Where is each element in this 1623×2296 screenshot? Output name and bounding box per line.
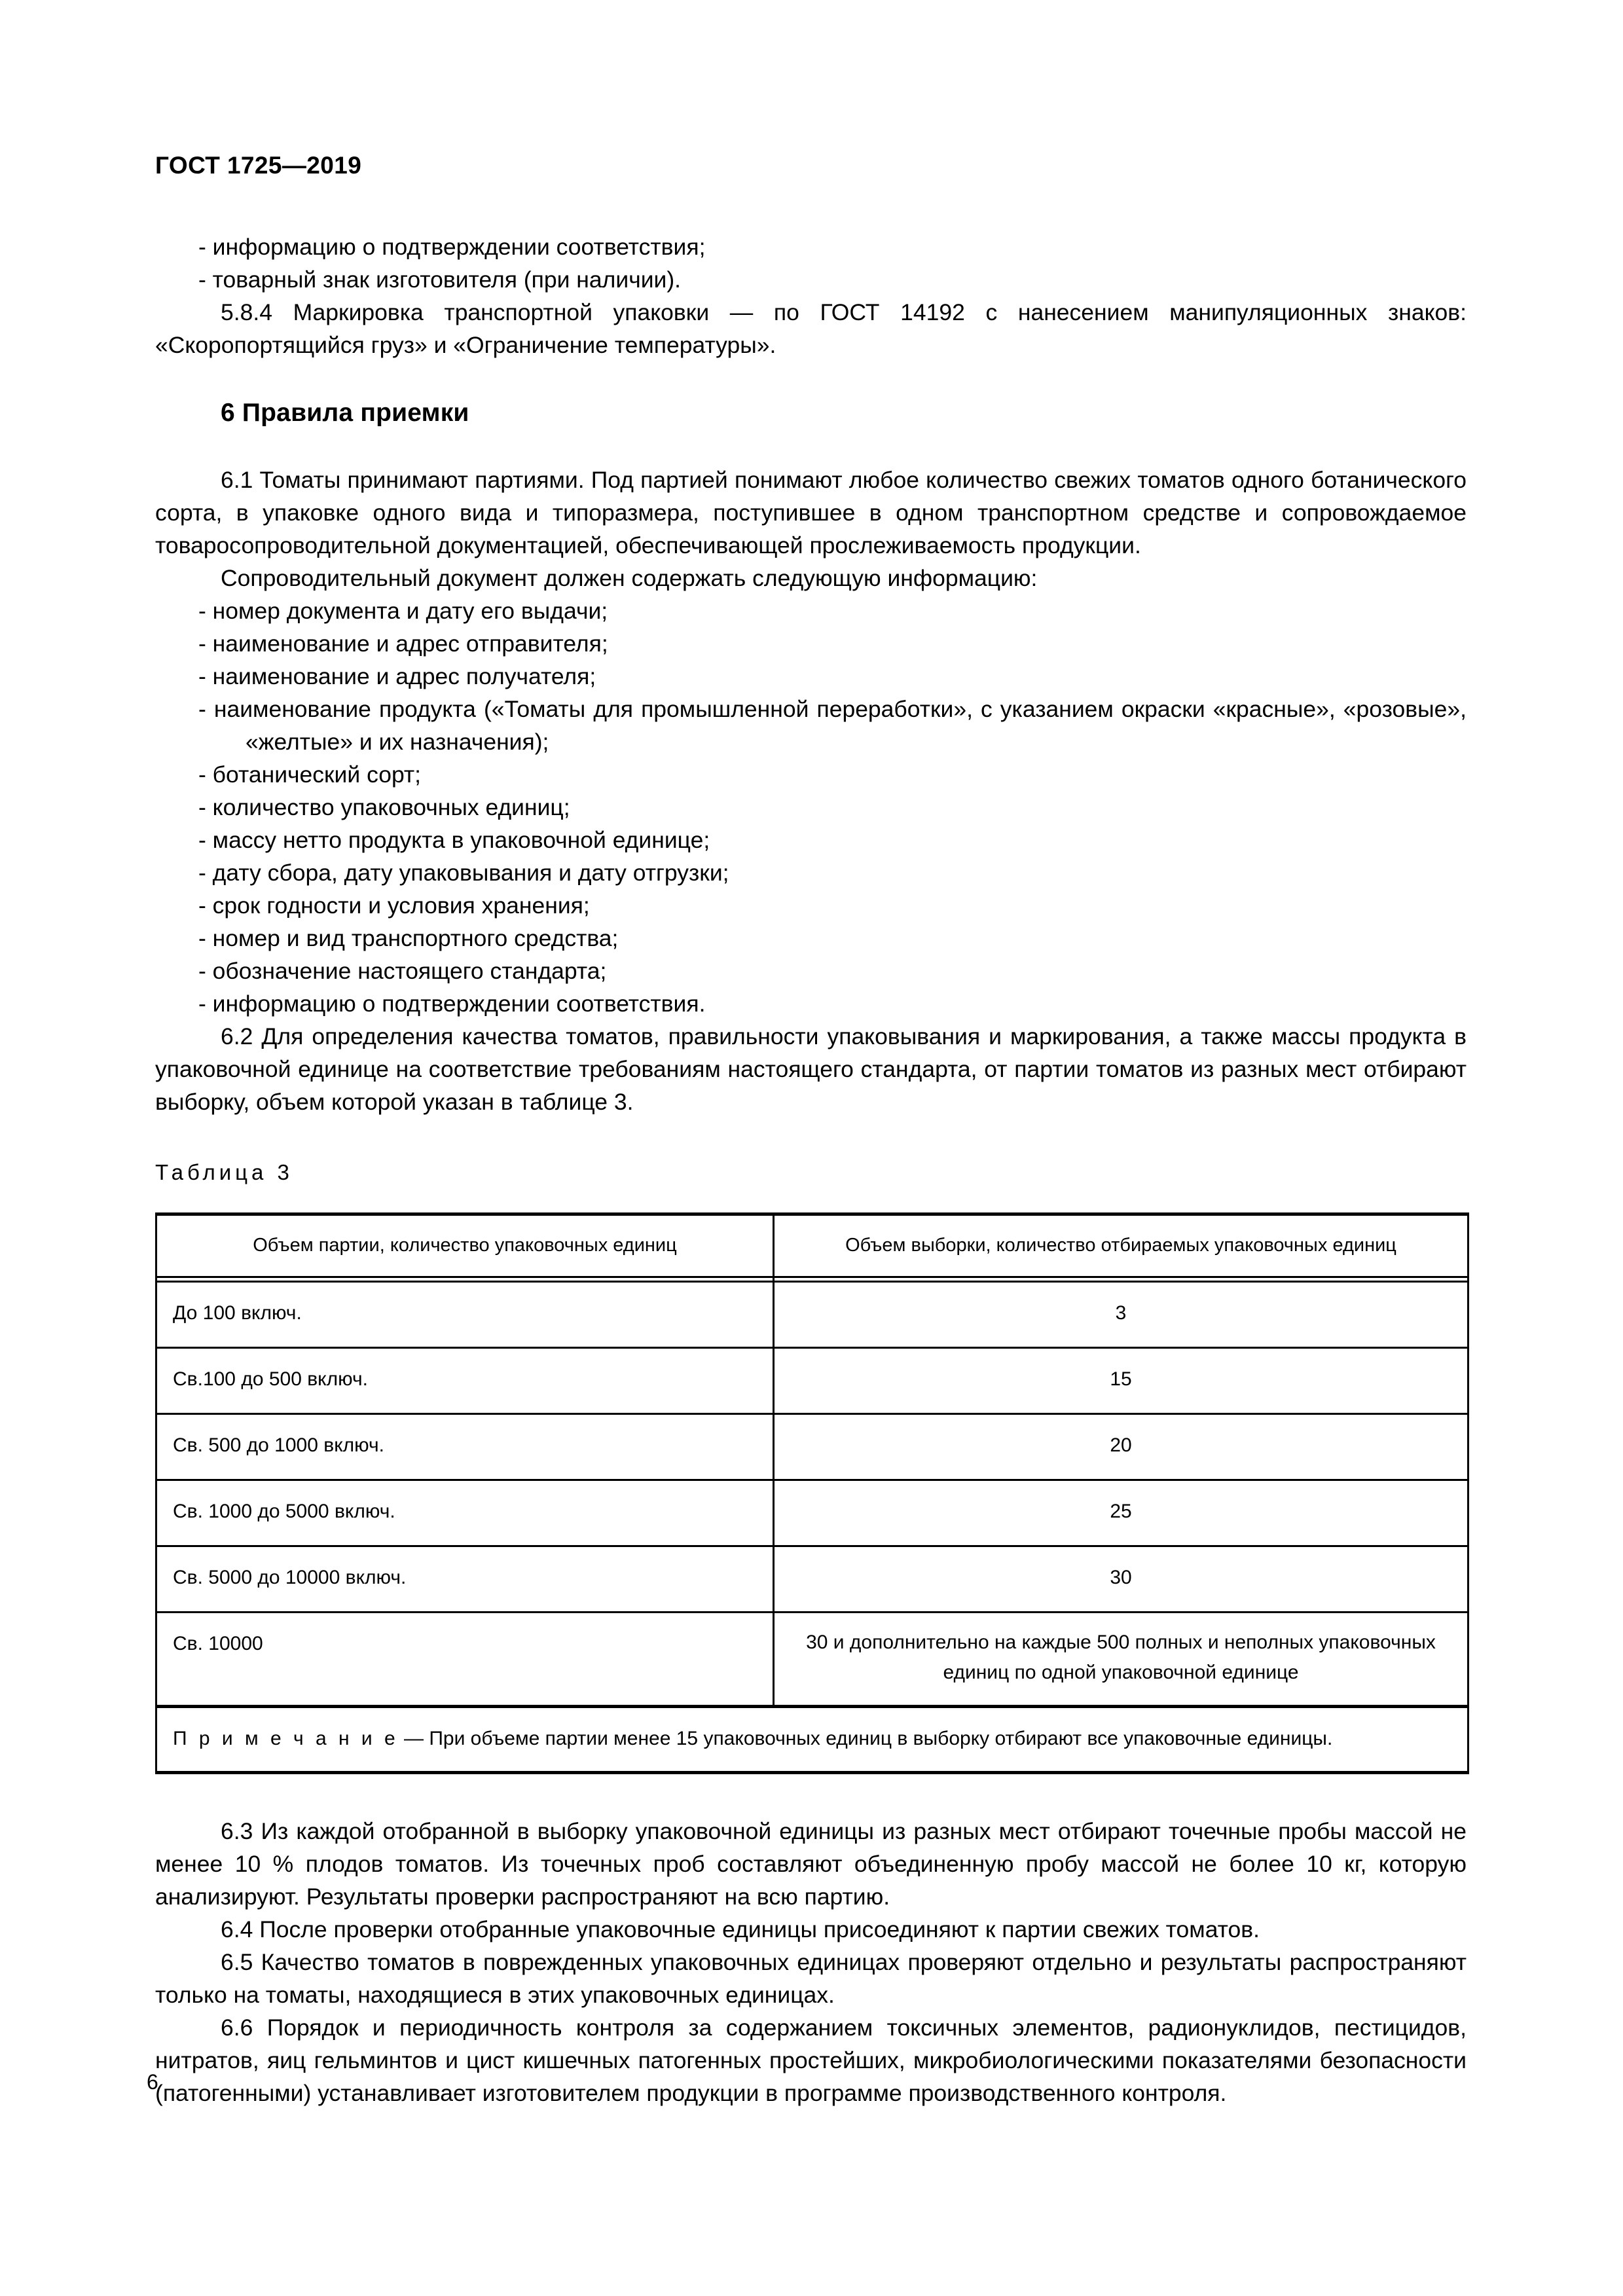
list-item: - товарный знак изготовителя (при наличии). bbox=[198, 266, 682, 293]
table-row bbox=[156, 1282, 1468, 1348]
table-spacer-bottom bbox=[155, 1774, 1467, 1815]
heading-spacer-top bbox=[155, 361, 1467, 397]
table-cell-batch-volume: Св.100 до 500 включ. bbox=[156, 1348, 774, 1414]
table-cell-batch-volume: Св. 10000 bbox=[156, 1613, 774, 1707]
list-item: - наименование и адрес отправителя; bbox=[198, 630, 608, 657]
table-row bbox=[156, 1348, 1468, 1414]
section-heading-6: 6 Правила приемки bbox=[221, 399, 469, 427]
table-sampling-volume bbox=[155, 1212, 1469, 1774]
table-header-row bbox=[156, 1214, 1468, 1277]
table-note-label: П р и м е ч а н и е bbox=[173, 1728, 399, 1749]
clause-6-5: 6.5 Качество томатов в поврежденных упаковочных единицах проверяют отдельно и результаты распространяют только на томаты, находящиеся в этих упаковочных единицах. bbox=[155, 1949, 1467, 2008]
table-note-text: — При объеме партии менее 15 упаковочных единиц в выборку отбирают все упаковочные единицы. bbox=[398, 1728, 1333, 1749]
clause-6-2: 6.2 Для определения качества томатов, правильности упаковывания и маркирования, а также массы продукта в упаковочной единице на соответствие требованиям настоящего стандарта, от партии томатов из разных мест отбирают выборку, объем которой указан в таблице 3. bbox=[155, 1023, 1467, 1115]
table-cell-sample-volume: 15 bbox=[774, 1348, 1468, 1414]
table-row bbox=[156, 1546, 1468, 1613]
list-item: - информацию о подтверждении соответствия. bbox=[198, 991, 706, 1017]
list-item: - ботанический сорт; bbox=[198, 761, 422, 788]
heading-spacer-bottom bbox=[155, 429, 1467, 464]
clause-5-8-4: 5.8.4 Маркировка транспортной упаковки — по ГОСТ 14192 с нанесением манипуляционных знаков: «Скоропортящийся груз» и «Ограничение температуры». bbox=[155, 299, 1467, 358]
page-body bbox=[155, 230, 1467, 2109]
table-cell-sample-volume: 25 bbox=[774, 1480, 1468, 1546]
table-header-separator bbox=[156, 1277, 1468, 1282]
table-cell-batch-volume: До 100 включ. bbox=[156, 1282, 774, 1348]
table-cell-batch-volume: Св. 500 до 1000 включ. bbox=[156, 1414, 774, 1480]
table-cell-sample-volume: 20 bbox=[774, 1414, 1468, 1480]
table-spacer-top bbox=[155, 1118, 1467, 1156]
list-item: - наименование продукта («Томаты для промышленной переработки», с указанием окраски «красные», «розовые», «желтые» и их назначения); bbox=[198, 696, 1467, 755]
list-item: - обозначение настоящего стандарта; bbox=[198, 958, 607, 984]
table-spacer-caption bbox=[155, 1189, 1467, 1212]
table-header-cell: Объем выборки, количество отбираемых упаковочных единиц bbox=[774, 1214, 1468, 1277]
list-item: - срок годности и условия хранения; bbox=[198, 892, 590, 919]
list-item: - количество упаковочных единиц; bbox=[198, 794, 570, 820]
list-item: - дату сбора, дату упаковывания и дату отгрузки; bbox=[198, 860, 729, 886]
clause-6-3: 6.3 Из каждой отобранной в выборку упаковочной единицы из разных мест отбирают точечные пробы массой не менее 10 % плодов томатов. Из точечных проб составляют объединенную пробу массой не более 10 кг, которую анализируют. Результаты проверки распространяют на всю партию. bbox=[155, 1818, 1467, 1910]
table-row bbox=[156, 1480, 1468, 1546]
list-item: - номер документа и дату его выдачи; bbox=[198, 598, 608, 624]
table-cell-batch-volume: Св. 1000 до 5000 включ. bbox=[156, 1480, 774, 1546]
clause-6-6: 6.6 Порядок и периодичность контроля за содержанием токсичных элементов, радионуклидов, пестицидов, нитратов, яиц гельминтов и цист кишечных патогенных простейших, микробиологическими показателями безопасности (патогенными) устанавливает изготовителем продукции в программе производственного контроля. bbox=[155, 2014, 1467, 2106]
list-item: - номер и вид транспортного средства; bbox=[198, 925, 619, 951]
table-header-cell: Объем партии, количество упаковочных единиц bbox=[156, 1214, 774, 1277]
clause-6-1: 6.1 Томаты принимают партиями. Под партией понимают любое количество свежих томатов одного ботанического сорта, в упаковке одного вида и типоразмера, поступившее в одном транспортном средстве и сопровождаемое товаросопроводительной документацией, обеспечивающей прослеживаемость продукции. bbox=[155, 467, 1467, 558]
table-cell-sample-volume: 30 bbox=[774, 1546, 1468, 1613]
list-item: - информацию о подтверждении соответствия; bbox=[198, 234, 706, 260]
list-item: - массу нетто продукта в упаковочной единице; bbox=[198, 827, 710, 853]
table-separator-cell bbox=[774, 1277, 1468, 1282]
table-caption: Таблица 3 bbox=[155, 1160, 293, 1184]
table-note-cell bbox=[156, 1707, 1468, 1773]
table-row bbox=[156, 1414, 1468, 1480]
table-cell-sample-volume: 3 bbox=[774, 1282, 1468, 1348]
table-cell-sample-volume: 30 и дополнительно на каждые 500 полных и неполных упаковочных единиц по одной упаковочной единице bbox=[774, 1613, 1468, 1707]
running-header: ГОСТ 1725—2019 bbox=[155, 152, 362, 179]
table-note-row bbox=[156, 1707, 1468, 1773]
list-item: - наименование и адрес получателя; bbox=[198, 663, 596, 689]
clause-6-4: 6.4 После проверки отобранные упаковочные единицы присоединяют к партии свежих томатов. bbox=[221, 1916, 1260, 1942]
table-cell-batch-volume: Св. 5000 до 10000 включ. bbox=[156, 1546, 774, 1613]
page-number: 6 bbox=[147, 2070, 158, 2094]
table-separator-cell bbox=[156, 1277, 774, 1282]
accompanying-document-intro: Сопроводительный документ должен содержать следующую информацию: bbox=[221, 565, 1038, 591]
table-row bbox=[156, 1613, 1468, 1707]
